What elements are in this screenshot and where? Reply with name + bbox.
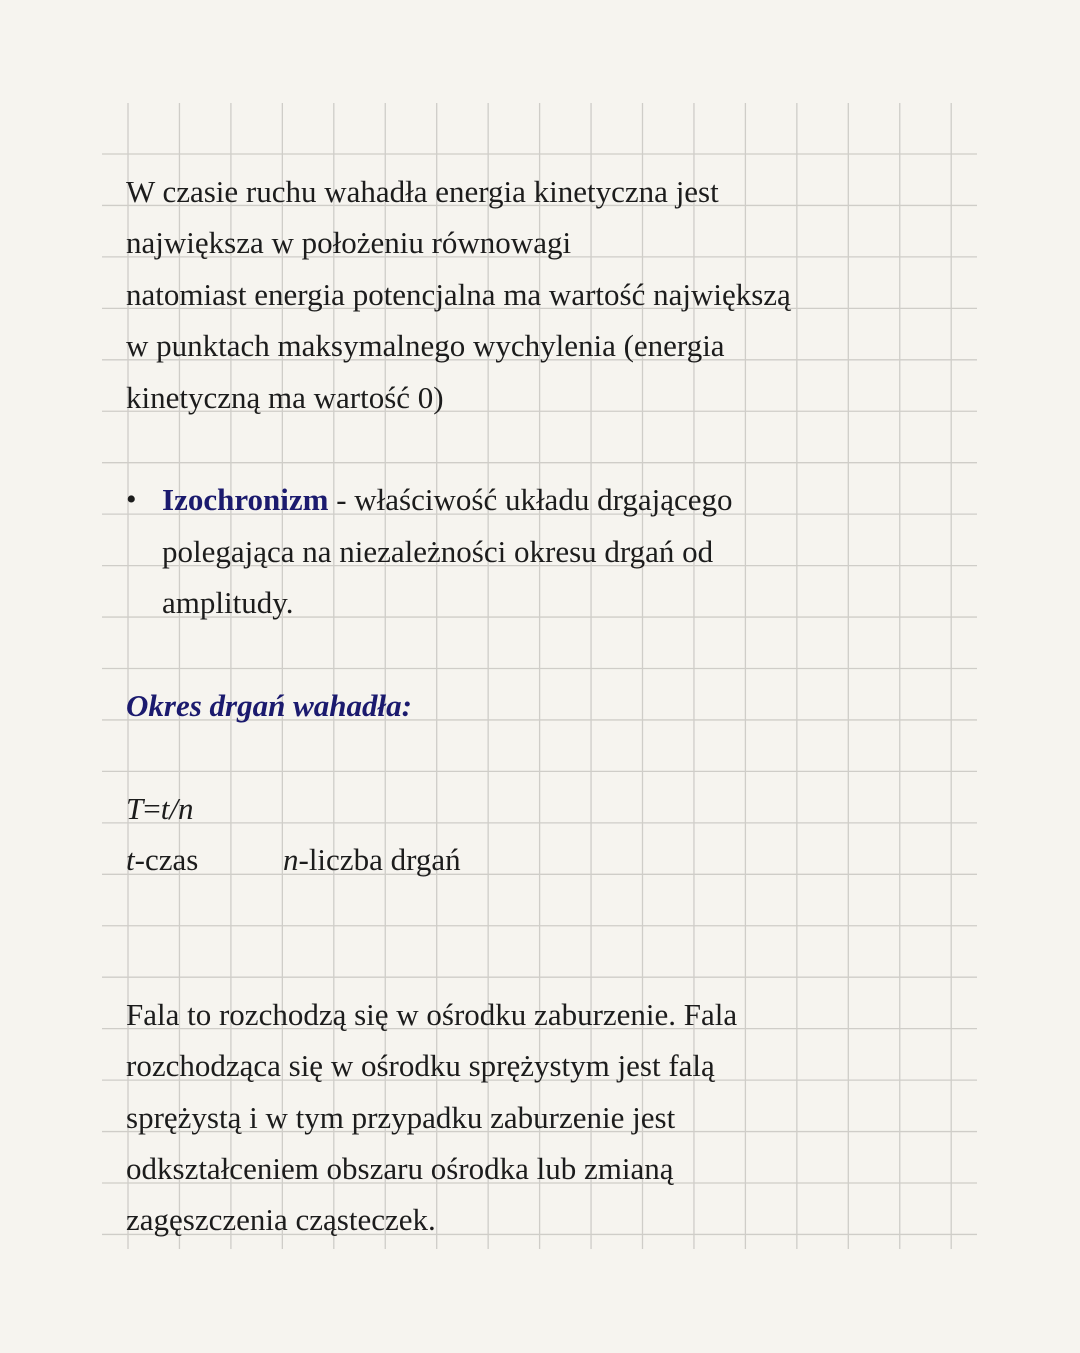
formula-t: t	[160, 791, 170, 826]
var-n: n	[283, 842, 299, 877]
bullet-line: polegająca na niezależności okresu drgań od	[162, 534, 714, 569]
term-izochronizm: Izochronizm	[162, 482, 329, 517]
paragraph-line: rozchodząca się w ośrodku sprężystym jest falą	[126, 1048, 715, 1083]
formula	[126, 789, 193, 829]
paragraph-line: zagęszczenia cząsteczek.	[126, 1202, 436, 1237]
desc-t: -czas	[134, 842, 199, 877]
paragraph-line: Fala to rozchodzą się w ośrodku zaburzenie. Fala	[126, 997, 738, 1032]
paragraph-line: sprężystą i w tym przypadku zaburzenie jest	[126, 1100, 676, 1135]
formula-slash: /	[169, 791, 178, 826]
bullet-icon: •	[126, 483, 137, 516]
formula-eq: =	[143, 791, 161, 826]
paragraph-line: kinetyczną ma wartość 0)	[126, 380, 444, 415]
bullet-line	[162, 480, 732, 520]
section-heading: Okres drgań wahadła:	[126, 688, 412, 723]
formula-legend-t	[126, 840, 198, 880]
paragraph-line: odkształceniem obszaru ośrodka lub zmianą	[126, 1151, 674, 1186]
paragraph-line: największa w położeniu równowagi	[126, 225, 572, 260]
term-definition: - właściwość układu drgającego	[328, 482, 733, 517]
paragraph-line: W czasie ruchu wahadła energia kinetyczna jest	[126, 174, 719, 209]
paragraph-line: natomiast energia potencjalna ma wartość największą	[126, 277, 791, 312]
paragraph-line: w punktach maksymalnego wychylenia (energia	[126, 328, 725, 363]
formula-legend-n	[283, 840, 461, 880]
var-t: t	[126, 842, 135, 877]
formula-n: n	[177, 791, 194, 826]
bullet-line: amplitudy.	[162, 585, 294, 620]
formula-T: T	[126, 791, 144, 826]
desc-n: -liczba drgań	[298, 842, 461, 877]
